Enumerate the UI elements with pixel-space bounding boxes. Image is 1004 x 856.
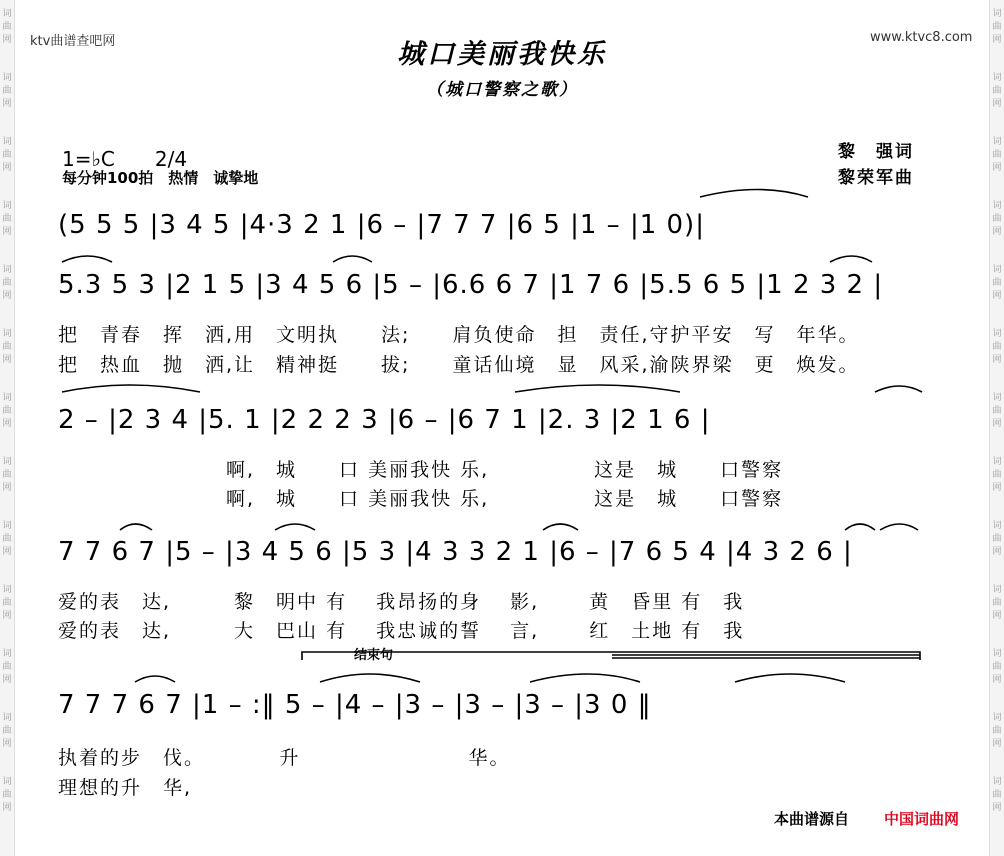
notation-line-4: 7 7 6 7 |5 – |3 4 5 6 |5 3 |4 3 3 2 1 |6 – |7 6 5 4 |4 3 2 6 |: [58, 537, 853, 567]
slur: [275, 524, 315, 530]
watermark-text: 词 曲 网: [992, 265, 1002, 301]
lyric-line-2b: 把 热血 抛 洒,让 精神挺 拔; 童话仙境 显 风采,渝陕界梁 更 焕发。: [58, 354, 860, 376]
watermark-text: 词 曲 网: [992, 393, 1002, 429]
slur: [830, 256, 872, 262]
notation-line-3: 2 – |2 3 4 |5. 1 |2 2 2 3 |6 – |6 7 1 |2. 3 |2 1 6 |: [58, 405, 711, 435]
lyric-line-4a: 爱的表 达, 黎 明中 有 我昂扬的身 影, 黄 昏里 有 我: [58, 591, 745, 613]
watermark-text: 词 曲 网: [992, 9, 1002, 45]
watermark-text: 词 曲 网: [2, 649, 12, 685]
watermark-text: 词 曲 网: [2, 73, 12, 109]
slur: [135, 676, 175, 682]
watermark-text: 词 曲 网: [992, 201, 1002, 237]
watermark-text: 词 曲 网: [992, 329, 1002, 365]
watermark-text: 词 曲 网: [992, 457, 1002, 493]
watermark-text: 词 曲 网: [2, 9, 12, 45]
watermark-text: 词 曲 网: [992, 713, 1002, 749]
watermark-text: 词 曲 网: [2, 457, 12, 493]
watermark-text: 词 曲 网: [2, 137, 12, 173]
slur: [333, 256, 372, 262]
watermark-text: 词 曲 网: [2, 201, 12, 237]
watermark-text: 词 曲 网: [992, 585, 1002, 621]
slur: [880, 524, 918, 530]
notation-line-5: 7 7 7 6 7 |1 – :‖ 5 – |4 – |3 – |3 – |3 – |3 0 ‖: [58, 690, 652, 720]
lyric-line-5a: 执着的步 伐。 升 华。: [58, 747, 511, 769]
slur: [62, 385, 200, 392]
watermark-text: 词 曲 网: [992, 73, 1002, 109]
key-time-signature: 1=♭C 2/4: [62, 147, 188, 171]
watermark-text: 词 曲 网: [2, 777, 12, 813]
site-name-left: ktv曲谱查吧网: [30, 34, 116, 49]
watermark-text: 词 曲 网: [992, 521, 1002, 557]
tempo-marking: 每分钟100拍 热情 诚挚地: [62, 169, 259, 187]
watermark-text: 词 曲 网: [2, 713, 12, 749]
lyric-line-3a: 啊, 城 口 美丽我快 乐, 这是 城 口警察: [58, 459, 784, 481]
source-label: 本曲谱源自: [774, 810, 850, 828]
notation-line-1: (5 5 5 |3 4 5 |4·3 2 1 |6 – |7 7 7 |6 5 |1 – |1 0)|: [58, 210, 705, 240]
notation-line-2: 5.3 5 3 |2 1 5 |3 4 5 6 |5 – |6.6 6 7 |1 7 6 |5.5 6 5 |1 2 3 2 |: [58, 270, 884, 300]
slur: [543, 524, 578, 530]
slur: [875, 386, 922, 392]
site-url-right: www.ktvc8.com: [870, 30, 973, 45]
song-subtitle: （城口警察之歌）: [426, 80, 578, 100]
lyric-line-2a: 把 青春 挥 洒,用 文明执 法; 肩负使命 担 责任,守护平安 写 年华。: [58, 324, 860, 346]
watermark-text: 词 曲 网: [992, 649, 1002, 685]
slur: [320, 674, 420, 682]
lyricist-credit: 黎 强词: [838, 142, 914, 162]
slur: [845, 524, 875, 530]
slur: [120, 524, 152, 530]
slur: [515, 385, 680, 392]
composer-credit: 黎荣军曲: [838, 168, 914, 188]
slur: [700, 190, 808, 198]
lyric-line-3b: 啊, 城 口 美丽我快 乐, 这是 城 口警察: [58, 488, 784, 510]
slur: [62, 256, 112, 262]
watermark-text: 词 曲 网: [2, 265, 12, 301]
watermark-text: 词 曲 网: [2, 521, 12, 557]
slur: [735, 674, 845, 682]
source-site-name: 中国词曲网: [884, 810, 960, 828]
ending-phrase-label: 结束句: [350, 644, 397, 663]
lyric-line-5b: 理想的升 华,: [58, 777, 193, 799]
watermark-text: 词 曲 网: [992, 777, 1002, 813]
lyric-line-4b: 爱的表 达, 大 巴山 有 我忠诚的誓 言, 红 土地 有 我: [58, 620, 745, 642]
watermark-text: 词 曲 网: [2, 585, 12, 621]
watermark-text: 词 曲 网: [992, 137, 1002, 173]
watermark-text: 词 曲 网: [2, 393, 12, 429]
song-title: 城口美丽我快乐: [397, 39, 607, 70]
watermark-text: 词 曲 网: [2, 329, 12, 365]
slur: [530, 674, 640, 682]
